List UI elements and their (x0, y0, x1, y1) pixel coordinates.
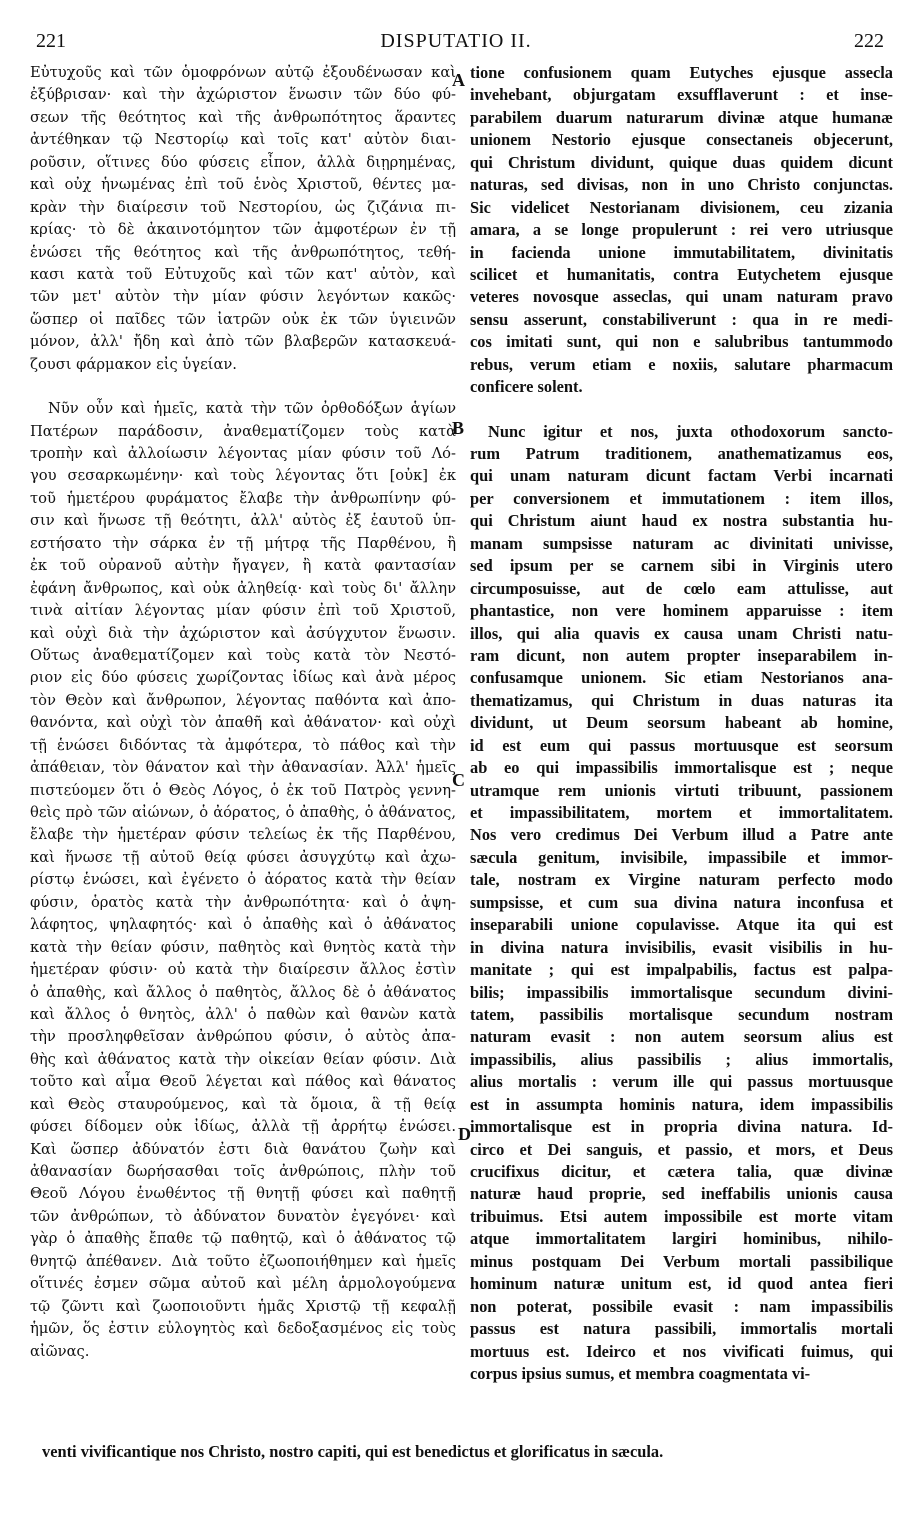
text-line: τῶν μετ' αὐτὸν τὴν μίαν φύσιν λεγόντων κακῶς· (30, 288, 456, 306)
text-line: σιν καὶ ἥνωσε τῇ θεότητι, ἀλλ' αὐτὸς ἐξ ἑαυτοῦ ὑπ- (30, 512, 456, 530)
greek-paragraph-1 (30, 62, 456, 376)
text-line: immortalisque est in propria divina natura. Id- (470, 1117, 893, 1137)
text-line: Καὶ ὥσπερ ἀδύνατόν ἐστι διὰ θανάτου ζωὴν καὶ (30, 1140, 456, 1158)
text-line: φύσιν, ὁρατὸς κατὰ τὴν ἀνθρωπότητα· καὶ ὁ ἀψη- (30, 893, 456, 911)
text-line: per conversionem et immutationem : item illos, (470, 488, 893, 508)
text-line: qui Christum dividunt, quique duas quidem dicunt (470, 152, 893, 172)
text-line: ἐφάνη ἄνθρωπος, καὶ οὐκ ἀληθείᾳ· καὶ τοὺς δι' ἄλλην (30, 579, 456, 597)
text-line: veteres novosque asseclas, qui unam naturam pravo (470, 287, 893, 307)
text-line: cos imitati sunt, qui non e salubribus tantummodo (470, 332, 893, 352)
text-line: sensu asserunt, constabiliverunt : qua in re medi- (470, 309, 893, 329)
text-line: bilis; impassibilis immortalisque secundum divini- (470, 982, 893, 1002)
text-line: εστήσατο τὴν σάρκα ἐν τῇ μήτρᾳ τῆς Παρθένου, ἢ (30, 534, 456, 552)
text-line: τὸν Θεὸν καὶ ἄνθρωπον, λέγοντας παθόντα καὶ ἀπο- (30, 691, 456, 709)
text-line: est in assumpta hominis natura, idem impassibilis (470, 1094, 893, 1114)
text-line: ἡμετέραν φύσιν· οὐ κατὰ τὴν διαίρεσιν ἄλλος ἐστὶν (30, 961, 456, 979)
text-line: τῷ ζῶντι καὶ ζωοποιοῦντι ἡμᾶς Χριστῷ τῇ κεφαλῇ (30, 1297, 456, 1315)
text-line: tione confusionem quam Eutyches ejusque assecla (470, 63, 893, 82)
text-line: τινὰ αἰτίαν λέγοντας μίαν φύσιν ἐπὶ τοῦ Χριστοῦ, (30, 602, 456, 620)
text-line: tribuimus. Etsi autem impossibile est morte vitam (470, 1206, 893, 1226)
text-line: καὶ ἥνωσε τῇ αὐτοῦ θείᾳ φύσει ἀσυγχύτῳ καὶ ἀχω- (30, 848, 456, 866)
text-line: Εὐτυχοῦς καὶ τῶν ὁμοφρόνων αὐτῷ ἐξουδένωσαν καὶ (30, 64, 456, 81)
latin-paragraph-2 (470, 421, 893, 1386)
text-line: inseparabili unione copulavisse. Atque ita qui est (470, 915, 893, 935)
running-header (28, 30, 884, 60)
text-line: θὴς καὶ ἀθάνατος κατὰ τὴν οἰκείαν θείαν φύσιν. Διὰ (30, 1050, 456, 1068)
text-line: illos, qui alia quavis ex causa unam Christi natu- (470, 623, 893, 643)
text-line: amara, a se longe propulerunt : rei vero utriusque (470, 220, 893, 240)
text-line: πιστεύομεν ὅτι ὁ Θεὸς Λόγος, ὁ ἐκ τοῦ Πατρὸς γεννη- (30, 781, 456, 799)
page-number-left: 221 (36, 30, 66, 52)
text-line: alius mortalis : verum ille qui passus mortuusque (470, 1072, 893, 1092)
text-line: θανόντα, καὶ οὐχὶ τὸν ἀπαθῆ καὶ ἀθάνατον· καὶ οὐχὶ (30, 714, 456, 732)
text-line: γὰρ ὁ ἀπαθὴς ἔπαθε τῷ παθητῷ, καὶ ὁ ἀθάνατος τῷ (30, 1230, 456, 1248)
text-line: ροῦσιν, οἵτινες δύο φύσεις εἶπον, ἀλλὰ διῃρημένας, (30, 153, 456, 171)
text-line: αἰῶνας. (30, 1342, 90, 1360)
text-line: φύσει δίδομεν οὐκ ἰδίως, ἀλλὰ τῇ ἀρρήτῳ ἑνώσει. (30, 1118, 456, 1136)
text-line: rum Patrum traditionem, anathematizamus eos, (470, 444, 893, 463)
text-line: naturas, sed divisas, non in uno Christo conjunctas. (470, 175, 893, 195)
text-line: Πατέρων παράδοσιν, ἀναθεματίζομεν τοὺς κατὰ (30, 422, 456, 440)
text-line: γου σεσαρκωμένην· καὶ τοὺς λέγοντας ὅτι [οὐκ] ἐκ (30, 467, 456, 485)
text-line: τροπὴν καὶ ἀλλοίωσιν λέγοντας μίαν φύσιν τοῦ Λό- (30, 445, 456, 462)
text-line: circo et Dei sanguis, et passio, et mors, et Deus (470, 1139, 893, 1159)
text-line: tale, nostram ex Virgine naturam perfecto modo (470, 870, 893, 890)
greek-paragraph-2 (30, 398, 456, 1363)
text-line: atque immortalitatem largiri hominibus, nihilo- (470, 1229, 893, 1249)
text-line: corpus ipsius sumus, et membra coagmentata vi- (470, 1363, 811, 1383)
text-line: θνητῷ ἀπέθανεν. Διὰ τοῦτο ἐζωοποιήθημεν καὶ ἡμεῖς (30, 1252, 456, 1270)
text-line: phantastice, non vere hominem apparuisse : item (470, 601, 893, 621)
text-line: Θεοῦ Λόγου ἑνωθέντος τῇ θνητῇ φύσει καὶ παθητῇ (30, 1185, 456, 1203)
text-line: κρίας· τὸ δὲ ἀκαινοτόμητον τῶν ἀμφοτέρων ἐν τῇ (30, 221, 456, 239)
text-line: unionem Nestorio ejusque consectaneis objecerunt, (470, 130, 893, 150)
text-line: tatem, passibilis mortalisque secundum nostram (470, 1004, 893, 1024)
text-line: θεὶς πρὸ τῶν αἰώνων, ὁ ἀόρατος, ὁ ἀπαθὴς, ὁ ἀθάνατος, (30, 804, 456, 821)
text-line: τοῦτο καὶ αἷμα Θεοῦ λέγεται καὶ πάθος καὶ θάνατος (30, 1073, 456, 1091)
text-line: non poterat, possibile evasit : nam impassibilis (470, 1296, 893, 1316)
text-line: in facienda unione immutabilitatem, divinitatis (470, 242, 893, 262)
text-line: ζουσι φάρμακον εἰς ὑγείαν. (30, 355, 237, 373)
text-line: sæcula genitum, invisibile, impassibile et immor- (470, 847, 893, 867)
text-line: ριον εἰς δύο φύσεις χωρίζοντας ἰδίως καὶ ἀνὰ μέρος (30, 669, 456, 687)
text-line: ὥσπερ οἱ παῖδες τῶν ἰατρῶν οὐκ ἐκ τῶν ὑγιεινῶν (30, 310, 456, 328)
text-line: σεων τῆς θεότητος καὶ τῆς ἀνθρωπότητος ἅραντες (30, 108, 456, 126)
text-line: confusamque unionem. Sic etiam Nestorianos ana- (470, 668, 893, 688)
text-line: mortuus est. Ideirco et nos vivificati fuimus, qui (470, 1341, 893, 1361)
paragraph-gap (470, 399, 893, 421)
margin-marker-b: B (452, 418, 465, 438)
text-line: τῇ ἑνώσει διδόντας τὰ ἀμφότερα, τὸ πάθος καὶ τὴν (30, 736, 456, 754)
text-line: κατὰ τὴν θείαν φύσιν, παθητὸς καὶ θνητὸς κατὰ τὴν (30, 938, 456, 956)
text-line: ρίστῳ ἑνώσει, καὶ ἐγένετο ὁ ἀόρατος κατὰ τὴν θείαν (30, 871, 456, 889)
text-line: ἀντέθηκαν τῷ Νεστορίῳ καὶ τοῖς κατ' αὐτὸν διαι- (30, 131, 456, 149)
text-line: circumposuisse, aut de cœlo eam attulisse, aut (470, 578, 893, 598)
text-line: οἵτινές ἐσμεν σῶμα αὐτοῦ καὶ μέλη ἁρμολογούμενα (30, 1275, 456, 1293)
text-line: ab eo qui impassibilis immortalisque est ; neque (470, 758, 893, 778)
text-line: qui Christum aiunt haud ex nostra substantia hu- (470, 511, 893, 531)
text-line: κρὰν τὴν διαίρεσιν τοῦ Νεστορίου, ὡς ζιζάνια πι- (30, 198, 456, 216)
text-line: rebus, verum etiam e noxiis, salutare pharmacum (470, 354, 893, 374)
text-line: τοῦ ἡμετέρου φυράματος ἔλαβε τὴν ἀνθρωπίνην φύ- (30, 489, 456, 507)
text-line: naturæ haud proprie, sed ineffabilis unionis causa (470, 1184, 893, 1204)
text-line: hominum naturæ unitum est, id quod antea fieri (470, 1274, 893, 1294)
latin-paragraph-1 (470, 62, 893, 399)
text-line: et impassibilitatem, mortem et immortalitatem. (470, 803, 893, 822)
text-line: ἡμῶν, ὅς ἐστιν εὐλογητὸς καὶ δεδοξασμένος εἰς τοὺς (30, 1320, 456, 1338)
margin-marker-a: A (452, 70, 465, 90)
text-line: Nunc igitur et nos, juxta othodoxorum sancto- (488, 421, 893, 441)
text-line: τὴν προσληφθεῖσαν ἀνθρώπου φύσιν, ὁ αὐτὸς ἀπα- (30, 1028, 456, 1046)
margin-marker-d: D (458, 1124, 471, 1144)
text-line: Nos vero credimus Dei Verbum illud a Patre ante (470, 825, 893, 845)
text-line: manitate ; qui est impalpabilis, factus est palpa- (470, 960, 893, 980)
text-line: ram dicunt, non autem propter inseparabilem in- (470, 645, 893, 665)
text-line: Sic videlicet Nestorianam divisionem, ceu zizania (470, 197, 893, 217)
text-line: Οὕτως ἀναθεματίζομεν καὶ τοὺς κατὰ τὸν Νεστό- (30, 646, 456, 664)
margin-marker-c: C (452, 770, 465, 790)
text-line: qui unam naturam dicunt factam Verbi incarnati (470, 466, 893, 486)
text-line: καὶ οὐχ ἡνωμένας ἐπὶ τοῦ ἑνὸς Χριστοῦ, θέντες μα- (30, 176, 456, 194)
text-line: ἐξύβρισαν· καὶ τὴν ἀχώριστον ἕνωσιν τῶν δύο φύ- (30, 86, 456, 104)
running-title: DISPUTATIO II. (380, 30, 532, 52)
text-line: ἔλαβε τὴν ἡμετέραν φύσιν τελείως ἐκ τῆς Παρθένου, (30, 826, 456, 844)
text-line: ἀθανασίαν δωρήσασθαι τοῖς ἀνθρώποις, πλὴν τοῦ (30, 1163, 456, 1180)
text-line: μόνον, ἀλλ' ἤδη καὶ ἀπὸ τῶν βλαβερῶν κατασκευά- (30, 333, 456, 351)
text-line: invehebant, objurgatam exsufflaverunt : et inse- (470, 85, 893, 105)
text-line: sed ipsum per se carnem sibi in Virginis utero (470, 556, 893, 576)
continuation-line: venti vivificantique nos Christo, nostro capiti, qui est benedictus et glorificatus in sæcula. (42, 1442, 664, 1461)
greek-column (30, 62, 456, 1363)
text-line: Νῦν οὖν καὶ ἡμεῖς, κατὰ τὴν τῶν ὀρθοδόξων ἁγίων (48, 400, 456, 418)
text-line: τῶν ἀνθρώπων, τὸ ἀδύνατον δυνατὸν ἐγεγόνει· καὶ (30, 1207, 456, 1225)
text-line: ὁ ἀπαθὴς, καὶ ἄλλος ὁ παθητὸς, ἄλλος δὲ ὁ ἀθάνατος (30, 983, 456, 1001)
text-line: thematizamus, qui Christum in duas naturas ita (470, 690, 893, 710)
text-line: ἀπάθειαν, τὸν θάνατον καὶ τὴν ἀθανασίαν. Ἀλλ' ἡμεῖς (30, 759, 456, 777)
latin-column (470, 62, 893, 1385)
text-line: crucifixus dicitur, et cætera talia, quæ divinæ (470, 1162, 893, 1181)
text-line: dividunt, ut Deum seorsum habeant ab homine, (470, 713, 893, 733)
text-line: minus postquam Dei Verbum mortali passibilique (470, 1251, 893, 1271)
text-line: conficere solent. (470, 377, 583, 397)
page-number-right: 222 (854, 30, 884, 52)
text-line: κασι κατὰ τοῦ Εὐτυχοῦς καὶ τῶν κατ' αὐτὸν, καὶ (30, 265, 456, 283)
text-line: id est eum qui passus mortuusque est seorsum (470, 735, 893, 755)
text-line: parabilem duarum naturarum divinæ atque humanæ (470, 107, 893, 127)
text-line: sumpsisse, et cum sua divina natura inconfusa et (470, 892, 893, 912)
text-line: ἐκ τοῦ οὐρανοῦ αὐτὴν ἤγαγεν, ἢ κατὰ φαντασίαν (30, 557, 456, 575)
text-line: impassibilis, alius passibilis ; alius immortalis, (470, 1049, 893, 1069)
text-line: passus est natura passibili, immortalis mortali (470, 1319, 893, 1339)
text-line: ἑνώσει τῆς θεότητος καὶ τῆς ἀνθρωπότητος, τεθή- (30, 243, 456, 261)
text-line: naturam evasit : non autem seorsum alius est (470, 1027, 893, 1047)
text-line: καὶ ἄλλος ὁ θνητὸς, ἀλλ' ὁ παθὼν καὶ θανὼν κατὰ (30, 1005, 456, 1023)
text-line: λάφητος, ψηλαφητός· καὶ ὁ ἀπαθὴς καὶ ὁ ἀθάνατος (30, 916, 456, 934)
text-line: scilicet et humanitatis, contra Eutychetem ejusque (470, 264, 893, 284)
text-line: καὶ οὐχὶ διὰ τὴν ἀχώριστον καὶ ἀσύγχυτον ἕνωσιν. (30, 624, 456, 642)
text-line: in divina natura invisibilis, evasit visibilis in hu- (470, 937, 893, 957)
text-line: utramque rem unionis virtuti tribuunt, passionem (470, 780, 893, 800)
paragraph-gap (30, 376, 456, 398)
text-line: καὶ Θεὸς σταυρούμενος, καὶ τὰ ὅμοια, ἃ τῇ θείᾳ (30, 1095, 456, 1113)
text-line: manam sumpsisse naturam ac divinitati univisse, (470, 533, 893, 553)
